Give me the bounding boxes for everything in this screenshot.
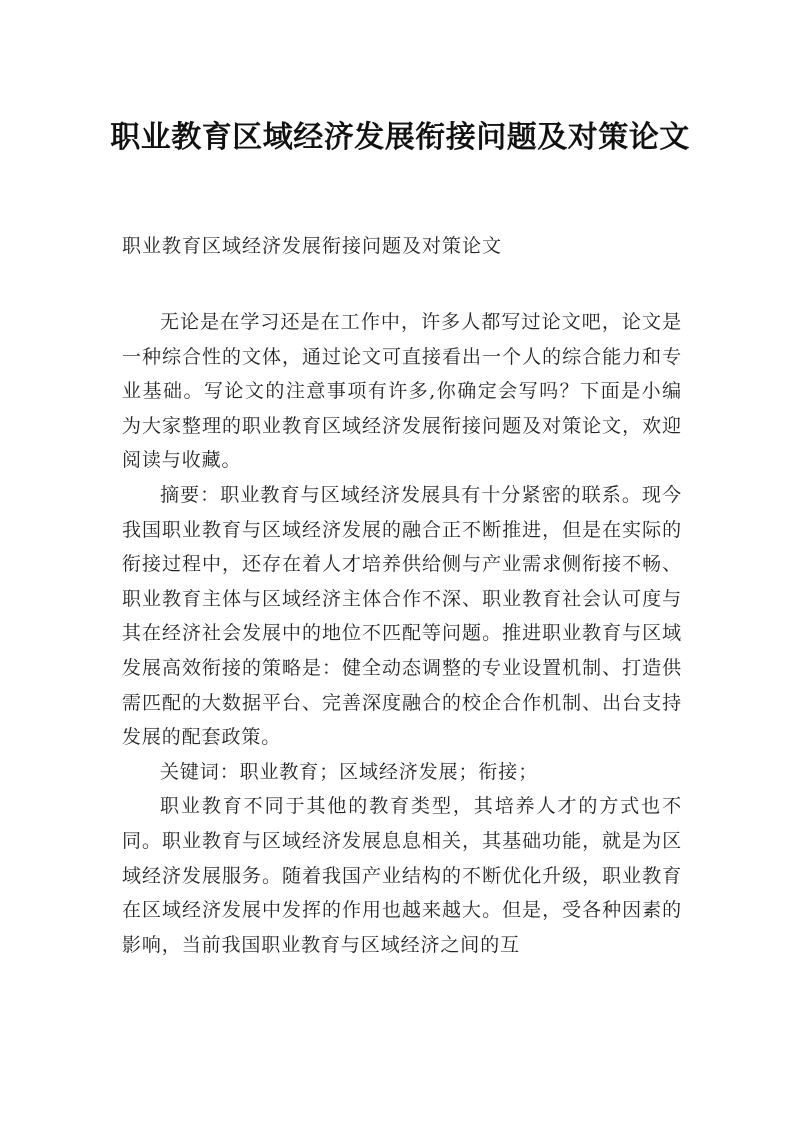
document-subtitle: 职业教育区域经济发展衔接问题及对策论文	[122, 235, 503, 257]
document-title: 职业教育区域经济发展衔接问题及对策论文	[110, 120, 690, 156]
paragraph-intro: 无论是在学习还是在工作中，许多人都写过论文吧，论文是一种综合性的文体，通过论文可直接看出一个人的综合能力和专业基础。写论文的注意事项有许多,你确定会写吗？下面是小编为大家整理的职业教育区域经济发展衔接问题及对策论文，欢迎阅读与收藏。	[122, 311, 682, 472]
paragraph-main: 职业教育不同于其他的教育类型，其培养人才的方式也不同。职业教育与区域经济发展息息相关，其基础功能，就是为区域经济发展服务。随着我国产业结构的不断优化升级，职业教育在区域经济发展中发挥的作用也越来越大。但是，受各种因素的影响，当前我国职业教育与区域经济之间的互	[122, 795, 682, 956]
document-body	[122, 305, 682, 962]
paragraph-keywords: 关键词：职业教育；区域经济发展；衔接；	[160, 760, 539, 783]
paragraph-abstract: 摘要：职业教育与区域经济发展具有十分紧密的联系。现今我国职业教育与区域经济发展的融合正不断推进，但是在实际的衔接过程中，还存在着人才培养供给侧与产业需求侧衔接不畅、职业教育主体与区域经济主体合作不深、职业教育社会认可度与其在经济社会发展中的地位不匹配等问题。推进职业教育与区域发展高效衔接的策略是：健全动态调整的专业设置机制、打造供需匹配的大数据平台、完善深度融合的校企合作机制、出台支持发展的配套政策。	[122, 483, 682, 749]
